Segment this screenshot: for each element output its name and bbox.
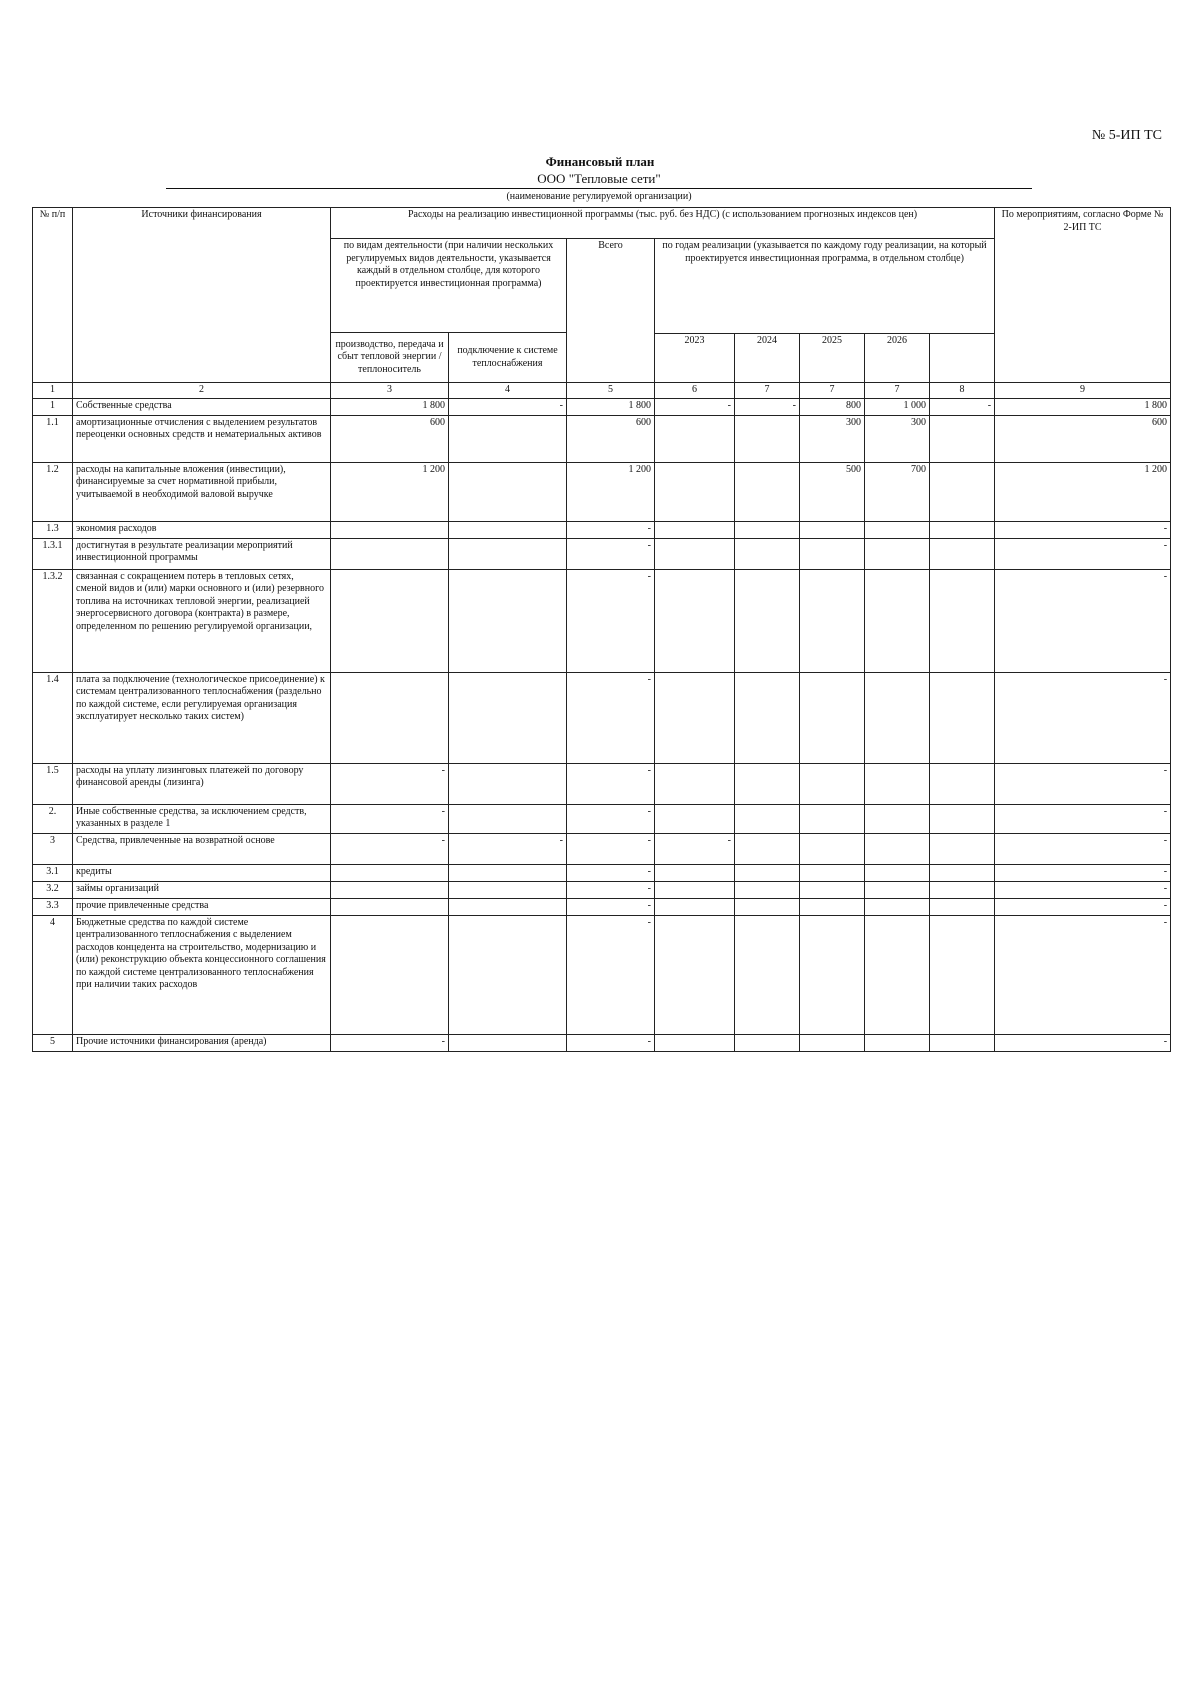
- value-cell: -: [995, 672, 1171, 763]
- value-cell: [865, 538, 930, 569]
- value-cell: [800, 833, 865, 864]
- value-cell: [655, 763, 735, 804]
- value-cell: -: [995, 898, 1171, 915]
- source-name-cell: кредиты: [73, 864, 331, 881]
- source-name-cell: прочие привлеченные средства: [73, 898, 331, 915]
- row-number-cell: 1: [33, 398, 73, 415]
- value-cell: -: [567, 521, 655, 538]
- value-cell: -: [930, 398, 995, 415]
- value-cell: [331, 521, 449, 538]
- value-cell: [865, 864, 930, 881]
- header-year-1: 2023: [655, 334, 735, 383]
- value-cell: -: [995, 1034, 1171, 1051]
- value-cell: -: [995, 864, 1171, 881]
- value-cell: [449, 569, 567, 672]
- value-cell: [735, 763, 800, 804]
- column-number: 5: [567, 383, 655, 399]
- organization-note: (наименование регулируемой организации): [506, 191, 692, 202]
- row-number-cell: 1.2: [33, 462, 73, 521]
- value-cell: [735, 898, 800, 915]
- row-number-cell: 1.5: [33, 763, 73, 804]
- value-cell: [800, 1034, 865, 1051]
- value-cell: 1 800: [995, 398, 1171, 415]
- value-cell: [735, 672, 800, 763]
- value-cell: [865, 915, 930, 1034]
- value-cell: [930, 864, 995, 881]
- value-cell: [735, 915, 800, 1034]
- value-cell: 1 200: [995, 462, 1171, 521]
- value-cell: [331, 915, 449, 1034]
- value-cell: [735, 538, 800, 569]
- value-cell: -: [995, 763, 1171, 804]
- table-row: [33, 804, 1171, 833]
- value-cell: 700: [865, 462, 930, 521]
- value-cell: [930, 898, 995, 915]
- value-cell: [449, 763, 567, 804]
- value-cell: [655, 881, 735, 898]
- value-cell: [865, 898, 930, 915]
- table-row: [33, 415, 1171, 462]
- value-cell: -: [995, 881, 1171, 898]
- value-cell: -: [995, 804, 1171, 833]
- column-number: 2: [73, 383, 331, 399]
- value-cell: [331, 538, 449, 569]
- value-cell: -: [995, 915, 1171, 1034]
- source-name-cell: амортизационные отчисления с выделением результатов переоценки основных средств и нематериальных активов: [73, 415, 331, 462]
- value-cell: -: [995, 538, 1171, 569]
- value-cell: -: [655, 398, 735, 415]
- value-cell: [655, 915, 735, 1034]
- value-cell: -: [567, 915, 655, 1034]
- row-number-cell: 3.1: [33, 864, 73, 881]
- value-cell: [449, 898, 567, 915]
- row-number-cell: 1.3: [33, 521, 73, 538]
- value-cell: [735, 833, 800, 864]
- header-sources: Источники финансирования: [73, 208, 331, 383]
- value-cell: [331, 864, 449, 881]
- value-cell: [735, 864, 800, 881]
- value-cell: [449, 864, 567, 881]
- value-cell: [655, 415, 735, 462]
- value-cell: [449, 804, 567, 833]
- row-number-cell: 3.2: [33, 881, 73, 898]
- row-number-cell: 4: [33, 915, 73, 1034]
- value-cell: [331, 898, 449, 915]
- value-cell: [930, 521, 995, 538]
- value-cell: 1 200: [567, 462, 655, 521]
- header-row-1: [33, 208, 1171, 239]
- value-cell: [865, 804, 930, 833]
- value-cell: [930, 569, 995, 672]
- value-cell: [865, 521, 930, 538]
- header-year-empty: [930, 334, 995, 383]
- value-cell: [449, 538, 567, 569]
- value-cell: -: [331, 1034, 449, 1051]
- header-year-2: 2024: [735, 334, 800, 383]
- table-row: [33, 864, 1171, 881]
- column-number: 3: [331, 383, 449, 399]
- value-cell: -: [995, 833, 1171, 864]
- document-title: Финансовый план: [545, 154, 655, 169]
- table-row: [33, 569, 1171, 672]
- value-cell: [800, 538, 865, 569]
- row-number-cell: 3.3: [33, 898, 73, 915]
- row-number-cell: 1.3.2: [33, 569, 73, 672]
- value-cell: 800: [800, 398, 865, 415]
- value-cell: [735, 415, 800, 462]
- value-cell: [930, 833, 995, 864]
- header-total: Всего: [567, 239, 655, 383]
- value-cell: [449, 521, 567, 538]
- value-cell: [800, 898, 865, 915]
- row-number-cell: 3: [33, 833, 73, 864]
- table-row: [33, 881, 1171, 898]
- value-cell: [735, 881, 800, 898]
- value-cell: [655, 864, 735, 881]
- column-number: 1: [33, 383, 73, 399]
- value-cell: [331, 569, 449, 672]
- table-row: [33, 398, 1171, 415]
- row-number-cell: 1.4: [33, 672, 73, 763]
- value-cell: [655, 521, 735, 538]
- value-cell: [800, 672, 865, 763]
- source-name-cell: расходы на капитальные вложения (инвестиции), финансируемые за счет нормативной прибыли, учитываемой в необходимой валовой выручке: [73, 462, 331, 521]
- row-number-cell: 1.3.1: [33, 538, 73, 569]
- source-name-cell: Собственные средства: [73, 398, 331, 415]
- header-activity-2: подключение к системе теплоснабжения: [449, 333, 567, 383]
- value-cell: [800, 569, 865, 672]
- value-cell: [800, 864, 865, 881]
- value-cell: -: [567, 881, 655, 898]
- column-number: 9: [995, 383, 1171, 399]
- value-cell: [655, 538, 735, 569]
- value-cell: 1 800: [331, 398, 449, 415]
- source-name-cell: Средства, привлеченные на возвратной основе: [73, 833, 331, 864]
- value-cell: 500: [800, 462, 865, 521]
- value-cell: [655, 462, 735, 521]
- form-number: № 5-ИП ТС: [1091, 128, 1162, 143]
- header-year-3: 2025: [800, 334, 865, 383]
- value-cell: -: [655, 833, 735, 864]
- value-cell: [865, 569, 930, 672]
- table-row: [33, 672, 1171, 763]
- header-by-years: по годам реализации (указывается по каждому году реализации, на который проектируется инвестиционная программа, в отдельном столбце): [655, 239, 995, 334]
- value-cell: [930, 462, 995, 521]
- table-row: [33, 763, 1171, 804]
- value-cell: [930, 538, 995, 569]
- value-cell: [865, 881, 930, 898]
- value-cell: [655, 898, 735, 915]
- source-name-cell: Иные собственные средства, за исключением средств, указанных в разделе 1: [73, 804, 331, 833]
- value-cell: [930, 763, 995, 804]
- value-cell: 300: [800, 415, 865, 462]
- value-cell: -: [331, 763, 449, 804]
- value-cell: -: [995, 521, 1171, 538]
- source-name-cell: связанная с сокращением потерь в тепловых сетях, сменой видов и (или) марки основного и (или) резервного топлива на источниках тепловой энергии, реализацией энергосервисного договора (контракта) в размере, определенном по решению регулируемой организации,: [73, 569, 331, 672]
- value-cell: 1 800: [567, 398, 655, 415]
- value-cell: [865, 763, 930, 804]
- value-cell: -: [567, 1034, 655, 1051]
- column-number: 7: [800, 383, 865, 399]
- organization-name: ООО "Тепловые сети": [166, 171, 1032, 189]
- source-name-cell: Прочие источники финансирования (аренда): [73, 1034, 331, 1051]
- value-cell: [800, 521, 865, 538]
- value-cell: -: [449, 398, 567, 415]
- row-number-cell: 5: [33, 1034, 73, 1051]
- table-row: [33, 898, 1171, 915]
- value-cell: -: [331, 833, 449, 864]
- value-cell: [735, 521, 800, 538]
- value-cell: -: [567, 538, 655, 569]
- value-cell: -: [567, 804, 655, 833]
- source-name-cell: займы организаций: [73, 881, 331, 898]
- value-cell: -: [567, 898, 655, 915]
- value-cell: [800, 915, 865, 1034]
- value-cell: [655, 804, 735, 833]
- value-cell: [449, 881, 567, 898]
- value-cell: 600: [567, 415, 655, 462]
- value-cell: -: [331, 804, 449, 833]
- table-row: [33, 538, 1171, 569]
- value-cell: 600: [331, 415, 449, 462]
- value-cell: [331, 881, 449, 898]
- column-number-row: [33, 383, 1171, 399]
- value-cell: [735, 462, 800, 521]
- row-number-cell: 1.1: [33, 415, 73, 462]
- value-cell: [865, 1034, 930, 1051]
- column-number: 7: [735, 383, 800, 399]
- financial-plan-table: [32, 207, 1171, 1052]
- source-name-cell: достигнутая в результате реализации мероприятий инвестиционной программы: [73, 538, 331, 569]
- value-cell: [331, 672, 449, 763]
- table-row: [33, 521, 1171, 538]
- value-cell: [655, 1034, 735, 1051]
- value-cell: -: [449, 833, 567, 864]
- value-cell: [735, 1034, 800, 1051]
- value-cell: [655, 672, 735, 763]
- column-number: 4: [449, 383, 567, 399]
- table-body: [33, 398, 1171, 1051]
- source-name-cell: экономия расходов: [73, 521, 331, 538]
- header-num: № п/п: [33, 208, 73, 383]
- source-name-cell: расходы на уплату лизинговых платежей по договору финансовой аренды (лизинга): [73, 763, 331, 804]
- value-cell: [930, 672, 995, 763]
- header-by-activity: по видам деятельности (при наличии нескольких регулируемых видов деятельности, указывается каждый в отдельном столбце, для которого проектируется инвестиционная программа): [331, 239, 567, 333]
- column-number: 7: [865, 383, 930, 399]
- column-number: 6: [655, 383, 735, 399]
- value-cell: [930, 1034, 995, 1051]
- value-cell: [800, 881, 865, 898]
- header-year-4: 2026: [865, 334, 930, 383]
- value-cell: -: [995, 569, 1171, 672]
- value-cell: [930, 415, 995, 462]
- value-cell: 300: [865, 415, 930, 462]
- value-cell: 1 200: [331, 462, 449, 521]
- header-expenses: Расходы на реализацию инвестиционной программы (тыс. руб. без НДС) (с использованием прогнозных индексов цен): [331, 208, 995, 239]
- value-cell: [449, 1034, 567, 1051]
- source-name-cell: плата за подключение (технологическое присоединение) к системам централизованного теплоснабжения (раздельно по каждой системе, если регулируемая организация эксплуатирует несколько таких систем): [73, 672, 331, 763]
- table-row: [33, 833, 1171, 864]
- row-number-cell: 2.: [33, 804, 73, 833]
- header-by-measures: По мероприятиям, согласно Форме № 2-ИП ТС: [995, 208, 1171, 383]
- value-cell: -: [567, 763, 655, 804]
- table-row: [33, 1034, 1171, 1051]
- value-cell: -: [567, 833, 655, 864]
- value-cell: -: [567, 569, 655, 672]
- value-cell: [449, 672, 567, 763]
- value-cell: [655, 569, 735, 672]
- value-cell: [930, 804, 995, 833]
- value-cell: [865, 672, 930, 763]
- value-cell: [449, 462, 567, 521]
- value-cell: [449, 415, 567, 462]
- value-cell: [800, 763, 865, 804]
- table-row: [33, 462, 1171, 521]
- value-cell: [735, 569, 800, 672]
- value-cell: 1 000: [865, 398, 930, 415]
- value-cell: [930, 915, 995, 1034]
- value-cell: [449, 915, 567, 1034]
- header-activity-1: производство, передача и сбыт тепловой энергии /теплоноситель: [331, 333, 449, 383]
- table-row: [33, 915, 1171, 1034]
- column-number: 8: [930, 383, 995, 399]
- value-cell: -: [567, 672, 655, 763]
- source-name-cell: Бюджетные средства по каждой системе централизованного теплоснабжения с выделением расходов концедента на строительство, модернизацию и (или) реконструкцию объекта концессионного соглашения по каждой системе централизованного теплоснабжения при наличии таких расходов: [73, 915, 331, 1034]
- value-cell: -: [567, 864, 655, 881]
- value-cell: [735, 804, 800, 833]
- value-cell: [930, 881, 995, 898]
- value-cell: [800, 804, 865, 833]
- value-cell: -: [735, 398, 800, 415]
- value-cell: 600: [995, 415, 1171, 462]
- value-cell: [865, 833, 930, 864]
